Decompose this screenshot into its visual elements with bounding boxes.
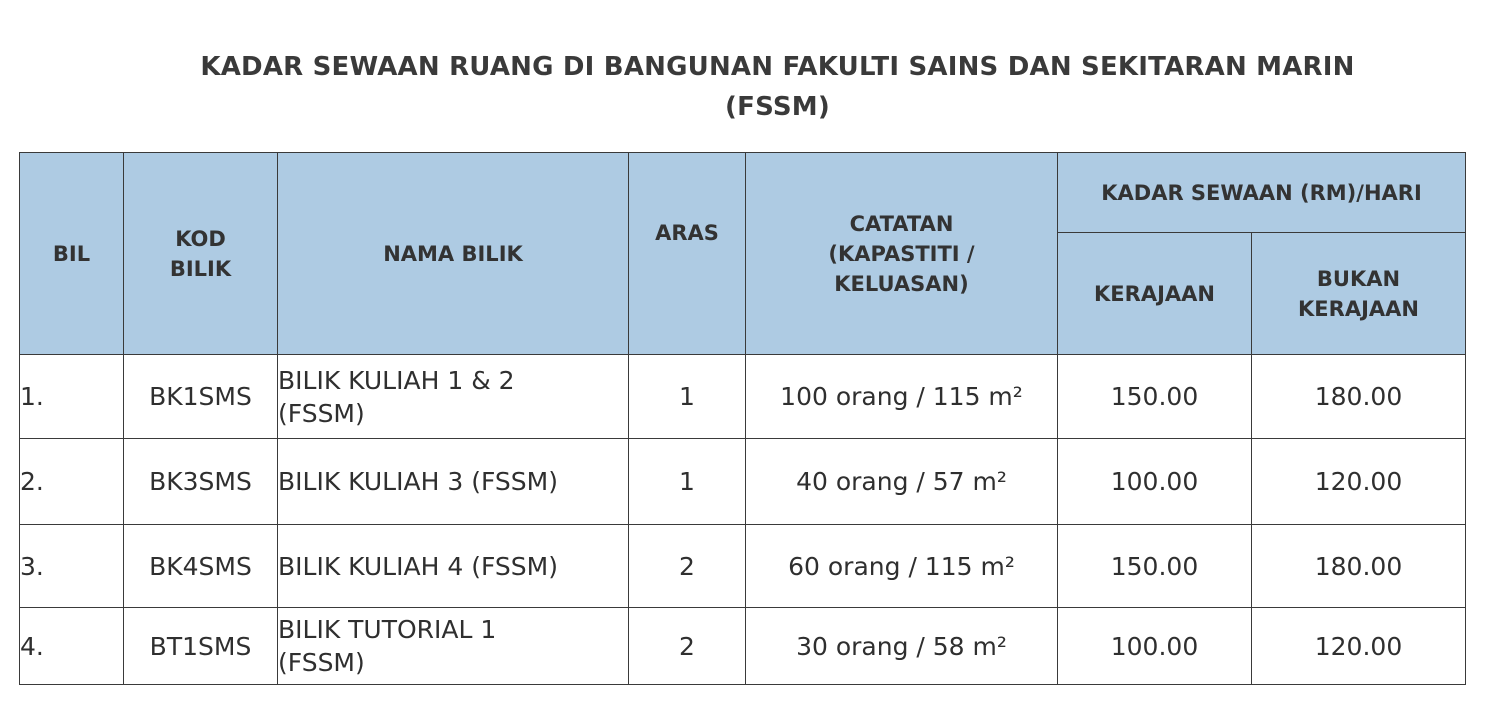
cell-kerajaan: 150.00	[1058, 355, 1252, 439]
cell-aras: 2	[629, 608, 746, 685]
cell-bukan-kerajaan: 180.00	[1252, 355, 1466, 439]
header-bil: BIL	[20, 153, 124, 355]
cell-bukan-kerajaan: 180.00	[1252, 525, 1466, 608]
cell-kod: BK4SMS	[124, 525, 278, 608]
header-bukan-kerajaan-label: BUKAN KERAJAAN	[1298, 266, 1419, 321]
header-kod-bilik-label: KOD BILIK	[169, 226, 232, 281]
cell-nama: BILIK KULIAH 4 (FSSM)	[278, 525, 629, 608]
table-row	[20, 608, 1466, 685]
header-kadar-sewaan: KADAR SEWAAN (RM)/HARI	[1058, 153, 1466, 233]
cell-bil: 2.	[20, 439, 124, 525]
cell-kerajaan: 100.00	[1058, 608, 1252, 685]
cell-bil: 4.	[20, 608, 124, 685]
header-nama-bilik: NAMA BILIK	[278, 153, 629, 355]
header-kod-bilik	[124, 153, 278, 355]
cell-kerajaan: 150.00	[1058, 525, 1252, 608]
header-catatan	[746, 153, 1058, 355]
header-bukan-kerajaan	[1252, 233, 1466, 355]
cell-catatan: 30 orang / 58 m²	[746, 608, 1058, 685]
cell-nama	[278, 608, 629, 685]
cell-bukan-kerajaan: 120.00	[1252, 439, 1466, 525]
cell-nama	[278, 355, 629, 439]
header-aras: ARAS	[629, 153, 746, 355]
table-row	[20, 439, 1466, 525]
header-row	[20, 153, 1466, 233]
document-title: KADAR SEWAAN RUANG DI BANGUNAN FAKULTI SAINS DAN SEKITARAN MARIN	[200, 52, 1355, 82]
cell-kerajaan: 100.00	[1058, 439, 1252, 525]
document-subtitle: (FSSM)	[725, 92, 830, 122]
cell-kod: BK3SMS	[124, 439, 278, 525]
header-kerajaan: KERAJAAN	[1058, 233, 1252, 355]
table-row	[20, 355, 1466, 439]
cell-nama-text: BILIK KULIAH 1 & 2 (FSSM)	[278, 365, 515, 428]
cell-aras: 2	[629, 525, 746, 608]
header-catatan-label: CATATAN (KAPASTITI / KELUASAN)	[828, 211, 975, 296]
cell-nama-text: BILIK TUTORIAL 1 (FSSM)	[278, 615, 497, 677]
cell-bil: 3.	[20, 525, 124, 608]
cell-bil: 1.	[20, 355, 124, 439]
rental-rates-table	[19, 152, 1466, 685]
cell-bukan-kerajaan: 120.00	[1252, 608, 1466, 685]
cell-nama: BILIK KULIAH 3 (FSSM)	[278, 439, 629, 525]
cell-catatan: 100 orang / 115 m²	[746, 355, 1058, 439]
cell-aras: 1	[629, 439, 746, 525]
cell-catatan: 60 orang / 115 m²	[746, 525, 1058, 608]
cell-kod: BK1SMS	[124, 355, 278, 439]
table-row	[20, 525, 1466, 608]
cell-kod: BT1SMS	[124, 608, 278, 685]
cell-aras: 1	[629, 355, 746, 439]
cell-catatan: 40 orang / 57 m²	[746, 439, 1058, 525]
